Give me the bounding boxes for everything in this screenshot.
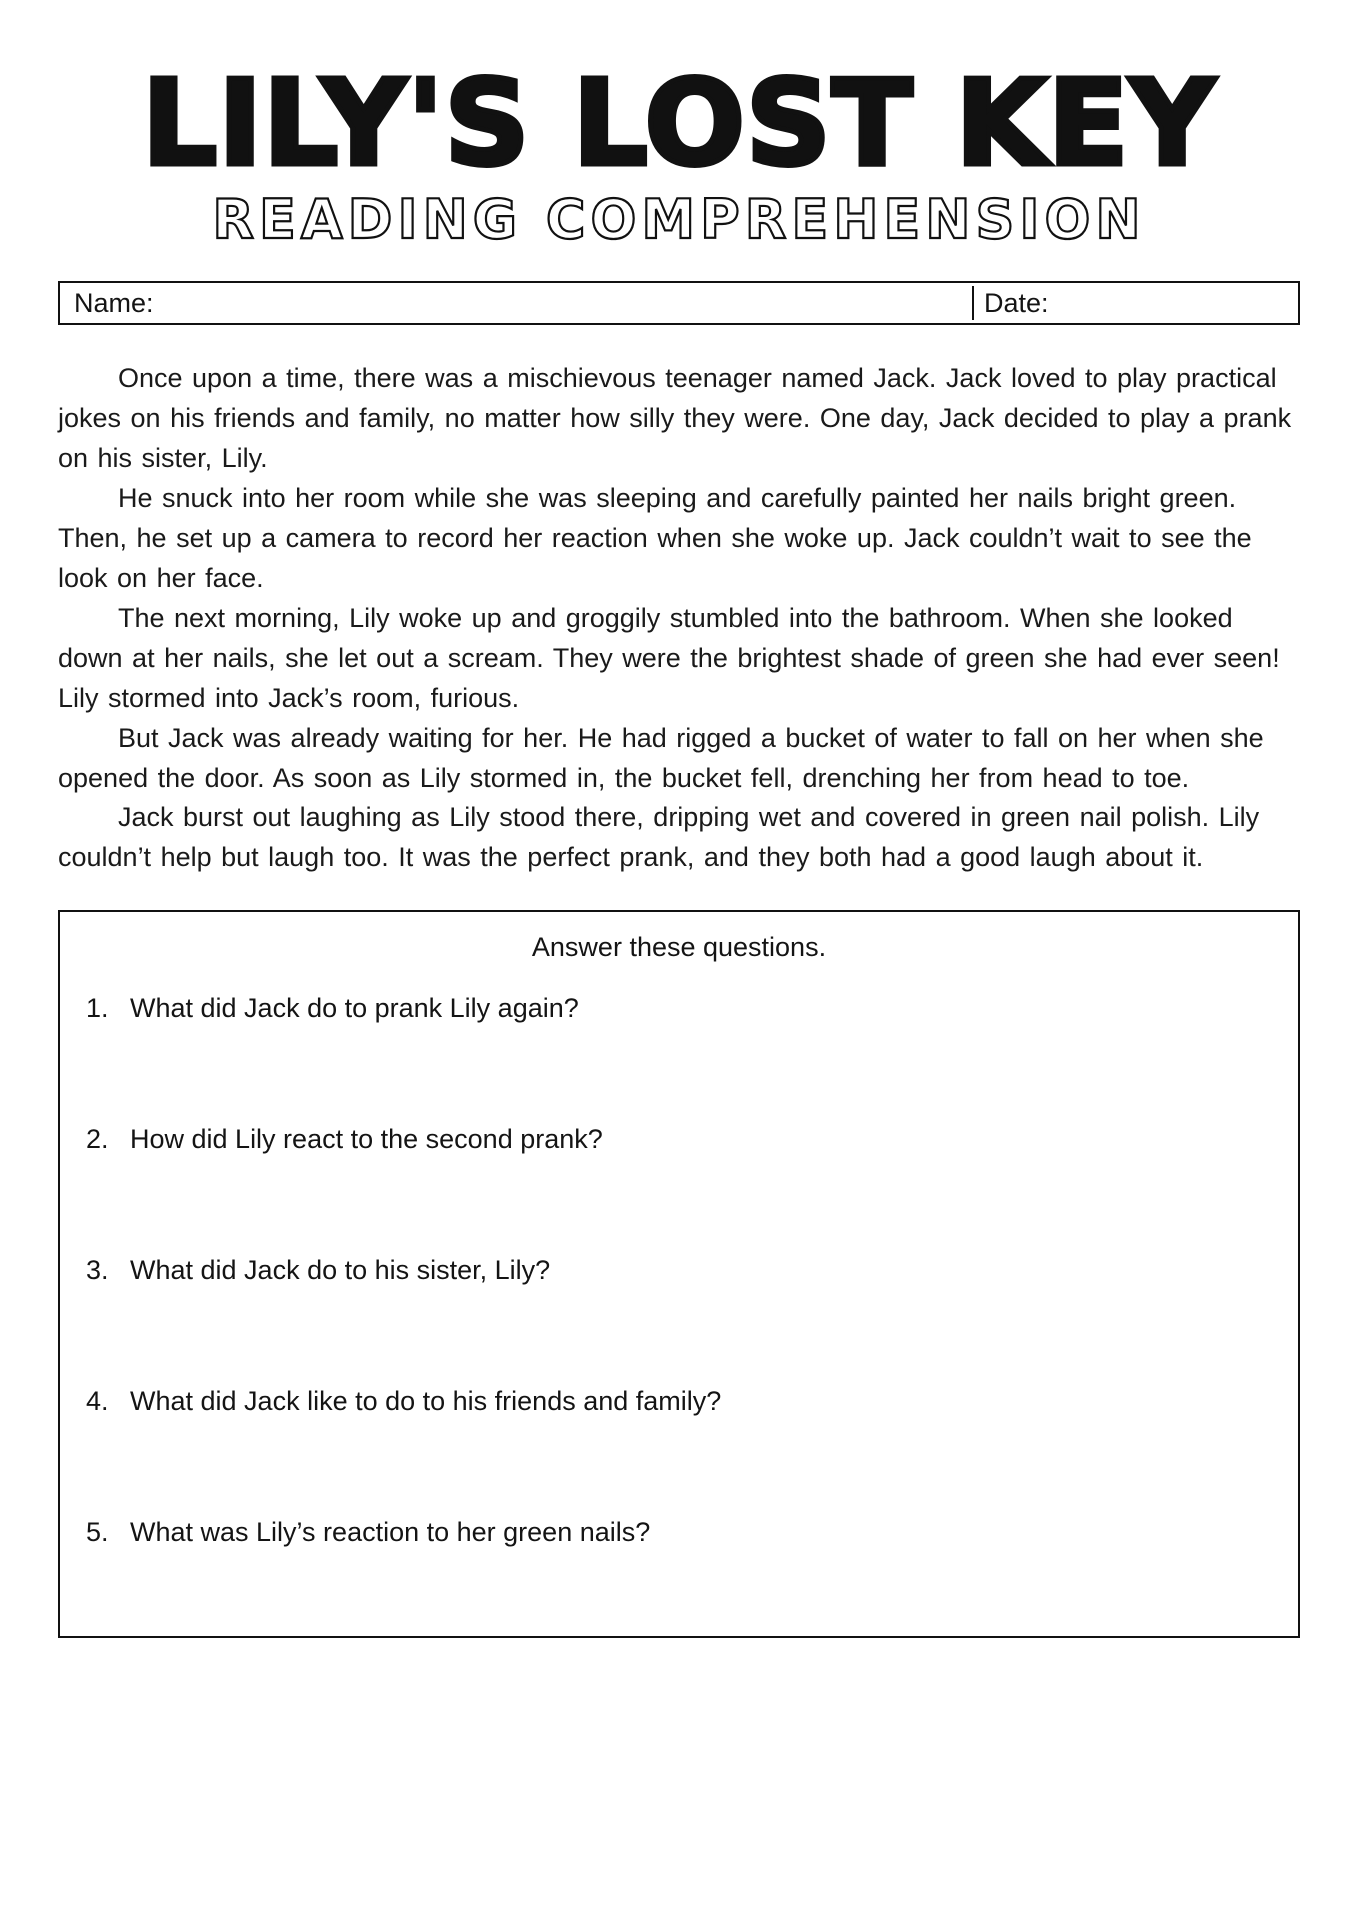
questions-box: [58, 910, 1300, 1638]
question-number: 3.: [86, 1255, 109, 1286]
date-label: Date:: [984, 287, 1049, 318]
story-paragraph: Jack burst out laughing as Lily stood there, dripping wet and covered in green nail polish. Lily couldn’t help but laugh too. It was the perfect prank, and they both had a good laugh about it.: [58, 802, 1260, 873]
page-subtitle: READING COMPREHENSION: [212, 188, 1146, 251]
question-item: [86, 993, 1272, 1024]
question-text: What was Lily’s reaction to her green nails?: [130, 1517, 651, 1548]
question-number: 2.: [86, 1124, 109, 1155]
question-number: 4.: [86, 1386, 109, 1417]
questions-header: Answer these questions.: [531, 932, 827, 963]
date-blank-field: [1049, 283, 1284, 323]
question-number: 1.: [86, 993, 109, 1024]
story-paragraph: Once upon a time, there was a mischievous teenager named Jack. Jack loved to play practical jokes on his friends and family, no matter how silly they were. One day, Jack decided to play a prank on his sister, Lily.: [58, 363, 1292, 473]
question-item: [86, 1255, 1272, 1286]
page-title: LILY'S LOST KEY: [142, 54, 1216, 192]
question-text: How did Lily react to the second prank?: [130, 1124, 603, 1155]
story-paragraph: He snuck into her room while she was sleeping and carefully painted her nails bright green. Then, he set up a camera to record her reaction when she woke up. Jack couldn’t wait to see the look on her face.: [58, 482, 1252, 593]
question-text: What did Jack do to prank Lily again?: [130, 993, 579, 1024]
title-block: [58, 54, 1300, 251]
story-paragraph: The next morning, Lily woke up and groggily stumbled into the bathroom. When she looked down at her nails, she let out a scream. They were the brightest shade of green she had ever seen! Lily stormed into Jack’s room, furious.: [58, 602, 1280, 713]
story-text: [58, 359, 1300, 878]
question-number: 5.: [86, 1517, 109, 1548]
name-date-box: [58, 281, 1300, 325]
question-item: [86, 1386, 1272, 1417]
question-item: [86, 1517, 1272, 1548]
name-blank-field: [154, 283, 972, 323]
date-area: [984, 283, 1284, 323]
question-item: [86, 1124, 1272, 1155]
question-text: What did Jack do to his sister, Lily?: [130, 1255, 551, 1286]
question-text: What did Jack like to do to his friends and family?: [130, 1386, 722, 1417]
story-paragraph: But Jack was already waiting for her. He had rigged a bucket of water to fall on her when she opened the door. As soon as Lily stormed in, the bucket fell, drenching her from head to toe.: [58, 722, 1264, 793]
name-label: Name:: [74, 287, 154, 318]
field-divider: [972, 286, 974, 320]
